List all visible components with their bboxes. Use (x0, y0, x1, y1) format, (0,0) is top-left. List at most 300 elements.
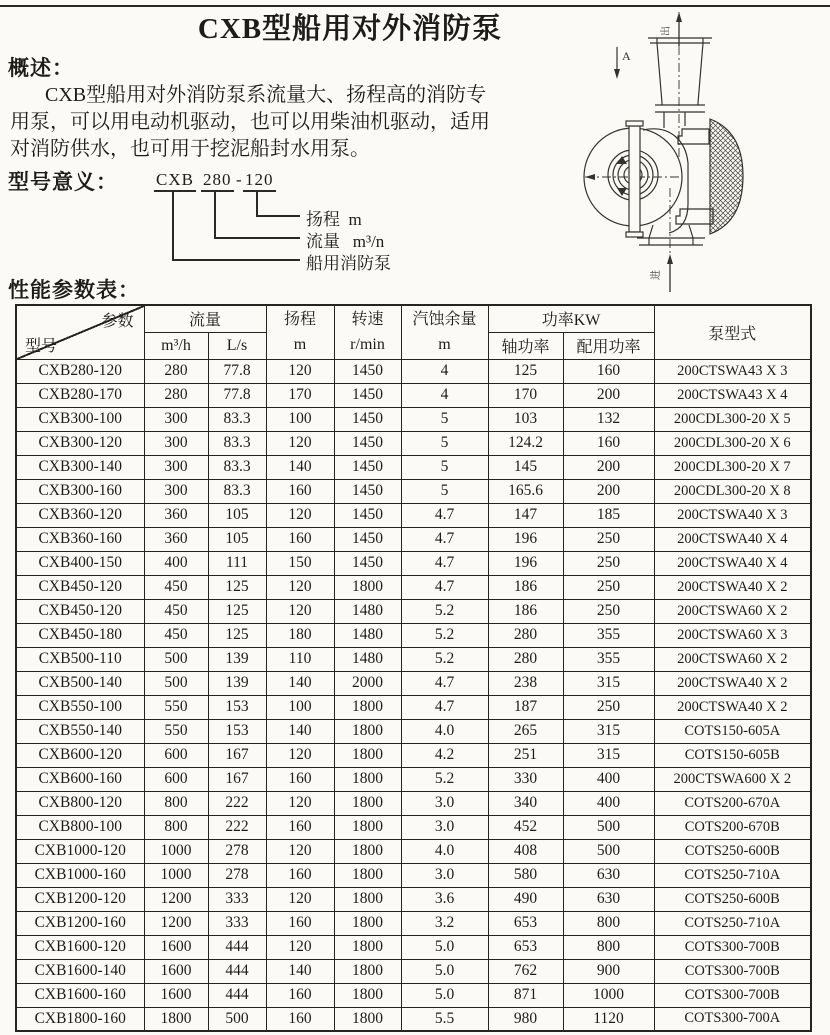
table-cell: 4.7 (401, 695, 488, 719)
table-cell: 160 (266, 527, 334, 551)
table-cell: 200CTSWA40 X 3 (654, 503, 811, 527)
table-row (16, 983, 811, 1007)
underline (243, 190, 276, 192)
table-cell: 250 (563, 527, 654, 551)
table-cell: 5 (401, 407, 488, 431)
table-cell: 180 (266, 623, 334, 647)
table-cell: 300 (144, 431, 208, 455)
table-cell: COTS250-600B (654, 887, 811, 911)
table-row (16, 959, 811, 983)
table-cell: 1450 (334, 359, 401, 383)
table-cell: 200CTSWA40 X 2 (654, 671, 811, 695)
table-cell: 452 (488, 815, 563, 839)
table-cell: 500 (144, 647, 208, 671)
table-cell: 653 (488, 911, 563, 935)
table-cell: 630 (563, 887, 654, 911)
table-cell: COTS300-700A (654, 1007, 811, 1031)
callout-line (214, 190, 216, 238)
table-cell: 187 (488, 695, 563, 719)
table-cell: 1450 (334, 551, 401, 575)
table-cell: 186 (488, 575, 563, 599)
table-cell: 120 (266, 887, 334, 911)
table-cell: 653 (488, 935, 563, 959)
header-pump-type: 泵型式 (654, 305, 811, 359)
table-cell: CXB1800-160 (16, 1007, 144, 1031)
table-cell: 111 (208, 551, 266, 575)
table-row (16, 743, 811, 767)
callout-flow: 流量 m³/n (306, 232, 385, 251)
table-cell: CXB800-120 (16, 791, 144, 815)
table-cell: 315 (563, 719, 654, 743)
table-cell: 167 (208, 743, 266, 767)
table-cell: CXB400-150 (16, 551, 144, 575)
table-cell: 200CTSWA43 X 3 (654, 359, 811, 383)
table-cell: 1450 (334, 455, 401, 479)
table-cell: 3.0 (401, 815, 488, 839)
table-cell: 1000 (144, 839, 208, 863)
table-row (16, 359, 811, 383)
table-cell: CXB360-160 (16, 527, 144, 551)
table-cell: 132 (563, 407, 654, 431)
table-cell: 1800 (334, 887, 401, 911)
table-cell: 1800 (334, 743, 401, 767)
table-cell: 1450 (334, 431, 401, 455)
table-cell: 330 (488, 767, 563, 791)
table-cell: 762 (488, 959, 563, 983)
table-cell: 200CTSWA40 X 2 (654, 575, 811, 599)
table-cell: COTS300-700B (654, 959, 811, 983)
table-cell: 250 (563, 599, 654, 623)
table-row (16, 671, 811, 695)
table-cell: 400 (144, 551, 208, 575)
table-cell: 139 (208, 671, 266, 695)
table-cell: 200CTSWA40 X 4 (654, 551, 811, 575)
table-cell: 600 (144, 767, 208, 791)
pump-drawing (583, 8, 830, 302)
table-cell: 125 (208, 623, 266, 647)
table-row (16, 887, 811, 911)
table-cell: 4 (401, 383, 488, 407)
table-row (16, 839, 811, 863)
table-cell: 800 (144, 815, 208, 839)
overview-paragraph (10, 82, 580, 163)
table-row (16, 479, 811, 503)
table-cell: 222 (208, 791, 266, 815)
table-cell: 200CTSWA60 X 2 (654, 647, 811, 671)
table-cell: CXB1000-160 (16, 863, 144, 887)
underline (154, 190, 196, 192)
table-cell: 5 (401, 479, 488, 503)
table-cell: 450 (144, 575, 208, 599)
table-cell: 160 (266, 863, 334, 887)
table-cell: 315 (563, 743, 654, 767)
performance-table (15, 304, 812, 1032)
overview-heading: 概述： (8, 56, 74, 80)
table-cell: 170 (488, 383, 563, 407)
table-row (16, 431, 811, 455)
table-cell: 1000 (144, 863, 208, 887)
table-cell: 125 (208, 599, 266, 623)
table-cell: 77.8 (208, 359, 266, 383)
table-cell: 105 (208, 503, 266, 527)
table-cell: 800 (144, 791, 208, 815)
table-cell: CXB450-120 (16, 599, 144, 623)
table-cell: CXB280-120 (16, 359, 144, 383)
table-cell: 196 (488, 527, 563, 551)
model-code-flow: 280 (203, 170, 232, 189)
table-cell: 300 (144, 407, 208, 431)
overview-line: CXB型船用对外消防泵系流量大、扬程高的消防专 (45, 84, 487, 106)
table-cell: 125 (488, 359, 563, 383)
header-npsh: 汽蚀余量 m (401, 305, 488, 359)
table-cell: 278 (208, 839, 266, 863)
table-cell: 1800 (334, 983, 401, 1007)
table-cell: 3.0 (401, 791, 488, 815)
table-cell: 200 (563, 383, 654, 407)
table-cell: 580 (488, 863, 563, 887)
table-cell: 160 (563, 431, 654, 455)
table-cell: 1600 (144, 983, 208, 1007)
table-cell: 160 (266, 911, 334, 935)
table-cell: 450 (144, 599, 208, 623)
table-cell: 200CTSWA40 X 2 (654, 695, 811, 719)
model-code-separator: - (236, 170, 243, 189)
table-cell: 280 (144, 359, 208, 383)
table-cell: 120 (266, 575, 334, 599)
table-cell: 120 (266, 599, 334, 623)
table-cell: COTS250-710A (654, 911, 811, 935)
table-cell: 4.7 (401, 575, 488, 599)
table-cell: 167 (208, 767, 266, 791)
table-cell: 200CTSWA43 X 4 (654, 383, 811, 407)
table-cell: 1800 (334, 959, 401, 983)
table-row (16, 767, 811, 791)
table-cell: 160 (266, 983, 334, 1007)
header-power-group: 功率KW (488, 305, 654, 332)
table-cell: 630 (563, 863, 654, 887)
table-cell: 200 (563, 479, 654, 503)
table-cell: 5.5 (401, 1007, 488, 1031)
table-cell: 4.7 (401, 551, 488, 575)
table-cell: 120 (266, 743, 334, 767)
table-cell: 1450 (334, 479, 401, 503)
table-cell: CXB300-100 (16, 407, 144, 431)
table-cell: 250 (563, 551, 654, 575)
table-cell: 1480 (334, 623, 401, 647)
table-cell: 120 (266, 935, 334, 959)
table-cell: 160 (266, 767, 334, 791)
table-body (16, 359, 811, 1031)
table-cell: 408 (488, 839, 563, 863)
table-cell: 3.2 (401, 911, 488, 935)
table-cell: 200CDL300-20 X 8 (654, 479, 811, 503)
table-cell: 200CTSWA60 X 2 (654, 599, 811, 623)
performance-heading: 性能参数表： (8, 278, 140, 302)
table-row (16, 1007, 811, 1031)
table-row (16, 935, 811, 959)
header-speed: 转速 r/min (334, 305, 401, 359)
table-cell: 1800 (334, 767, 401, 791)
table-cell: 360 (144, 503, 208, 527)
callout-line (256, 215, 300, 217)
table-cell: 300 (144, 455, 208, 479)
table-cell: CXB1600-120 (16, 935, 144, 959)
header-head: 扬程 m (266, 305, 334, 359)
table-cell: CXB450-120 (16, 575, 144, 599)
table-cell: 980 (488, 1007, 563, 1031)
model-code-prefix: CXB (156, 170, 194, 189)
table-cell: 800 (563, 911, 654, 935)
header-param-label: 参数 (101, 313, 134, 330)
header-shaft-power: 轴功率 (488, 332, 563, 359)
table-cell: 355 (563, 623, 654, 647)
table-cell: CXB550-140 (16, 719, 144, 743)
table-cell: CXB360-120 (16, 503, 144, 527)
table-cell: 4.7 (401, 503, 488, 527)
table-cell: 83.3 (208, 479, 266, 503)
table-cell: 238 (488, 671, 563, 695)
table-cell: 1800 (334, 839, 401, 863)
table-cell: 800 (563, 935, 654, 959)
table-cell: 147 (488, 503, 563, 527)
section-a-label: A (622, 49, 631, 63)
table-cell: 1800 (334, 719, 401, 743)
table-cell: 315 (563, 671, 654, 695)
table-cell: 153 (208, 719, 266, 743)
callout-line (172, 190, 174, 260)
table-cell: 120 (266, 431, 334, 455)
table-cell: 140 (266, 455, 334, 479)
table-cell: 1800 (334, 1007, 401, 1031)
table-cell: 160 (266, 1007, 334, 1031)
table-cell: CXB500-140 (16, 671, 144, 695)
table-cell: 3.0 (401, 863, 488, 887)
table-cell: 140 (266, 959, 334, 983)
model-meaning-heading: 型号意义： (8, 170, 118, 194)
table-cell: 1800 (334, 815, 401, 839)
table-cell: 1800 (334, 575, 401, 599)
table-cell: CXB600-120 (16, 743, 144, 767)
table-cell: 150 (266, 551, 334, 575)
table-cell: 160 (563, 359, 654, 383)
table-cell: 5.0 (401, 935, 488, 959)
table-row (16, 455, 811, 479)
table-cell: CXB300-120 (16, 431, 144, 455)
table-cell: 300 (144, 479, 208, 503)
table-cell: COTS200-670B (654, 815, 811, 839)
table-row (16, 527, 811, 551)
table-cell: COTS300-700B (654, 983, 811, 1007)
table-cell: 4.0 (401, 839, 488, 863)
table-cell: 124.2 (488, 431, 563, 455)
table-row (16, 815, 811, 839)
callout-line (256, 190, 258, 216)
table-cell: 1480 (334, 599, 401, 623)
table-cell: 140 (266, 671, 334, 695)
table-row (16, 623, 811, 647)
table-cell: 1800 (334, 863, 401, 887)
page-title: CXB型船用对外消防泵 (197, 13, 503, 45)
table-cell: 5.0 (401, 983, 488, 1007)
table-cell: 500 (563, 839, 654, 863)
table-row (16, 863, 811, 887)
table-cell: 333 (208, 887, 266, 911)
table-cell: 444 (208, 935, 266, 959)
table-cell: CXB300-140 (16, 455, 144, 479)
table-cell: 1480 (334, 647, 401, 671)
table-cell: 5.2 (401, 623, 488, 647)
table-cell: CXB280-170 (16, 383, 144, 407)
table-cell: 196 (488, 551, 563, 575)
header-model-label: 型号 (25, 337, 58, 355)
table-cell: 83.3 (208, 431, 266, 455)
table-cell: 145 (488, 455, 563, 479)
table-cell: 165.6 (488, 479, 563, 503)
table-cell: 100 (266, 407, 334, 431)
table-cell: 1800 (334, 911, 401, 935)
table-cell: 444 (208, 959, 266, 983)
table-cell: 170 (266, 383, 334, 407)
table-cell: 444 (208, 983, 266, 1007)
table-cell: 200CDL300-20 X 6 (654, 431, 811, 455)
table-cell: 500 (208, 1007, 266, 1031)
table-cell: 4.2 (401, 743, 488, 767)
table-cell: 1000 (563, 983, 654, 1007)
table-cell: COTS150-605B (654, 743, 811, 767)
table-row (16, 407, 811, 431)
table-cell: 110 (266, 647, 334, 671)
table-cell: 200CTSWA40 X 4 (654, 527, 811, 551)
table-cell: 120 (266, 839, 334, 863)
callout-line (214, 237, 300, 239)
table-cell: 83.3 (208, 455, 266, 479)
table-cell: 200 (563, 455, 654, 479)
table-cell: 5.0 (401, 959, 488, 983)
table-cell: 5.2 (401, 767, 488, 791)
table-cell: 250 (563, 695, 654, 719)
table-cell: 5.2 (401, 599, 488, 623)
table-row (16, 503, 811, 527)
table-cell: 1450 (334, 503, 401, 527)
table-row (16, 599, 811, 623)
header-corner-cell (16, 305, 144, 359)
table-cell: 265 (488, 719, 563, 743)
table-cell: 355 (563, 647, 654, 671)
header-flow-ls: L/s (208, 332, 266, 359)
table-cell: CXB1000-120 (16, 839, 144, 863)
table-cell: 120 (266, 503, 334, 527)
table-cell: 120 (266, 359, 334, 383)
table-cell: 125 (208, 575, 266, 599)
table-cell: CXB1200-160 (16, 911, 144, 935)
overview-line: 对消防供水，也可用于挖泥船封水用泵。 (10, 138, 370, 160)
table-row (16, 647, 811, 671)
table-cell: 1800 (334, 791, 401, 815)
table-cell: 600 (144, 743, 208, 767)
table-row (16, 575, 811, 599)
table-cell: 200CDL300-20 X 5 (654, 407, 811, 431)
table-cell: 103 (488, 407, 563, 431)
callout-head: 扬程 m (306, 210, 362, 229)
table-cell: CXB600-160 (16, 767, 144, 791)
table-cell: 222 (208, 815, 266, 839)
table-cell: 550 (144, 695, 208, 719)
table-cell: 340 (488, 791, 563, 815)
table-cell: 200CTSWA600 X 2 (654, 767, 811, 791)
table-cell: 4 (401, 359, 488, 383)
table-cell: 280 (488, 623, 563, 647)
table-row (16, 695, 811, 719)
table-cell: CXB300-160 (16, 479, 144, 503)
model-code-head: 120 (245, 170, 274, 189)
table-cell: 490 (488, 887, 563, 911)
outlet-flow-label: 出 (661, 26, 672, 36)
table-cell: 1450 (334, 527, 401, 551)
table-cell: 105 (208, 527, 266, 551)
table-cell: 400 (563, 791, 654, 815)
table-cell: 4.7 (401, 671, 488, 695)
table-cell: 200CDL300-20 X 7 (654, 455, 811, 479)
table-cell: 5 (401, 455, 488, 479)
table-cell: CXB550-100 (16, 695, 144, 719)
table-row (16, 911, 811, 935)
callout-pump-type: 船用消防泵 (306, 254, 391, 273)
table-cell: 280 (144, 383, 208, 407)
table-cell: 153 (208, 695, 266, 719)
table-cell: 160 (266, 479, 334, 503)
table-cell: CXB1600-140 (16, 959, 144, 983)
table-cell: CXB800-100 (16, 815, 144, 839)
table-cell: 1120 (563, 1007, 654, 1031)
table-cell: 1800 (144, 1007, 208, 1031)
table-cell: 3.6 (401, 887, 488, 911)
table-cell: CXB1200-120 (16, 887, 144, 911)
table-cell: 186 (488, 599, 563, 623)
table-cell: 280 (488, 647, 563, 671)
callout-line (172, 259, 300, 261)
table-cell: 200CTSWA60 X 3 (654, 623, 811, 647)
table-row (16, 719, 811, 743)
table-cell: COTS200-670A (654, 791, 811, 815)
table-cell: 5 (401, 431, 488, 455)
table-cell: 4.0 (401, 719, 488, 743)
table-cell: 139 (208, 647, 266, 671)
table-cell: 83.3 (208, 407, 266, 431)
table-cell: 1600 (144, 959, 208, 983)
table-cell: COTS150-605A (654, 719, 811, 743)
table-cell: 1200 (144, 887, 208, 911)
table-cell: 4.7 (401, 527, 488, 551)
table-cell: 2000 (334, 671, 401, 695)
table-header (16, 305, 811, 359)
table-cell: 400 (563, 767, 654, 791)
table-cell: 1200 (144, 911, 208, 935)
header-rated-power: 配用功率 (563, 332, 654, 359)
table-cell: 333 (208, 911, 266, 935)
table-row (16, 791, 811, 815)
table-cell: COTS250-710A (654, 863, 811, 887)
table-cell: 250 (563, 575, 654, 599)
table-cell: 1800 (334, 935, 401, 959)
table-cell: 550 (144, 719, 208, 743)
table-cell: CXB500-110 (16, 647, 144, 671)
table-cell: 1450 (334, 383, 401, 407)
table-cell: 120 (266, 791, 334, 815)
inlet-flow-label: 进 (651, 270, 662, 280)
table-cell: 278 (208, 863, 266, 887)
table-cell: 900 (563, 959, 654, 983)
overview-line: 用泵，可以用电动机驱动，也可以用柴油机驱动，适用 (10, 111, 490, 133)
